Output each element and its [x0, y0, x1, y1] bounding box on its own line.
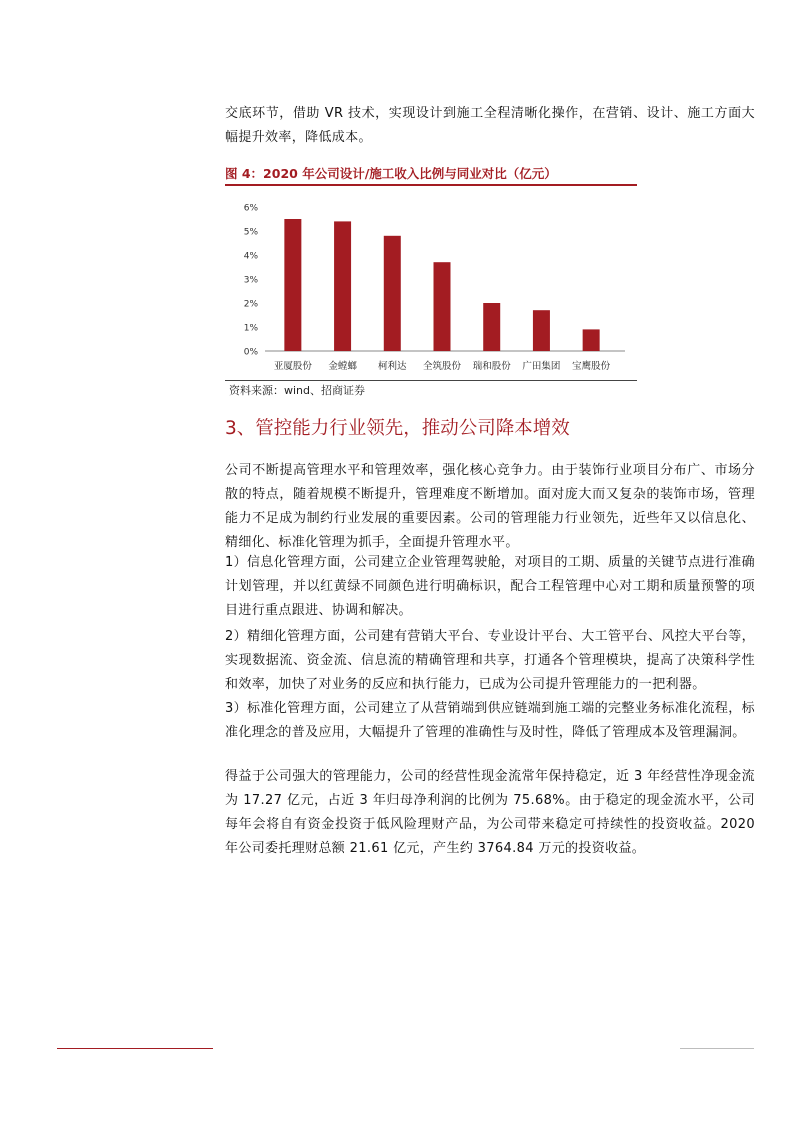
bar-series [284, 219, 599, 351]
figure-title: 图 4：2020 年公司设计/施工收入比例与同业对比（亿元） [225, 164, 637, 186]
paragraph-4: 3）标准化管理方面，公司建立了从营销端到供应链端到施工端的完整业务标准化流程，标准化理念的普及应用，大幅提升了管理的准确性与及时性，降低了管理成本及管理漏洞。 [225, 701, 755, 740]
x-axis [274, 360, 611, 372]
y-tick-label: 1% [243, 323, 258, 334]
footer-rule-right [680, 1048, 754, 1049]
paragraph-1: 公司不断提高管理水平和管理效率，强化核心竞争力。由于装饰行业项目分布广、市场分散的特点，随着规模不断提升，管理难度不断增加。面对庞大而又复杂的装饰市场，管理能力不足成为制约行业发展的重要因素。公司的管理能力行业领先，近些年又以信息化、精细化、标准化管理为抓手，全面提升管理水平。 [225, 463, 755, 550]
y-tick-label: 5% [243, 227, 258, 238]
x-tick-label: 全筑股份 [422, 361, 462, 372]
bar [533, 310, 550, 351]
x-tick-label: 柯利达 [378, 361, 407, 372]
footer-rule-left [57, 1048, 213, 1049]
intro-paragraph: 交底环节，借助 VR 技术，实现设计到施工全程清晰化操作，在营销、设计、施工方面大幅提升效率，降低成本。 [225, 106, 755, 145]
source-note: 资料来源：wind、招商证券 [229, 384, 366, 397]
y-tick-label: 4% [243, 251, 258, 262]
x-tick-label: 宝鹰股份 [572, 361, 611, 372]
paragraph-5: 得益于公司强大的管理能力，公司的经营性现金流常年保持稳定，近 3 年经营性净现金流为 17.27 亿元，占近 3 年归母净利润的比例为 75.68%。由于稳定的现金流水平，公司每年会将自有资金投资于低风险理财产品，为公司带来稳定可持续性的投资收益。2020 年公司委托理财总额 21.61 亿元，产生约 3764.84 万元的投资收益。 [225, 769, 755, 856]
y-tick-label: 6% [243, 203, 258, 214]
x-tick-label: 金螳螂 [328, 361, 357, 372]
paragraph-2: 1）信息化管理方面，公司建立企业管理驾驶舱，对项目的工期、质量的关键节点进行准确计划管理，并以红黄绿不同颜色进行明确标识，配合工程管理中心对工期和质量预警的项目进行重点跟进、协调和解决。 [225, 555, 755, 618]
x-tick-label: 广田集团 [522, 361, 561, 372]
bar [284, 219, 301, 351]
section-heading: 3、管控能力行业领先，推动公司降本增效 [225, 418, 570, 439]
bar [384, 236, 401, 351]
y-axis [244, 204, 259, 358]
y-tick-label: 2% [243, 299, 258, 310]
bar [583, 329, 600, 351]
y-tick-label: 0% [243, 347, 258, 358]
x-tick-label: 瑞和股份 [472, 361, 511, 372]
y-tick-label: 3% [243, 275, 258, 286]
paragraph-3: 2）精细化管理方面，公司建有营销大平台、专业设计平台、大工管平台、风控大平台等，实现数据流、资金流、信息流的精确管理和共享，打通各个管理模块，提高了决策科学性和效率，加快了对业务的反应和执行能力，已成为公司提升管理能力的一把利器。 [225, 629, 755, 692]
x-tick-label: 亚厦股份 [273, 361, 312, 372]
source-divider [225, 380, 637, 381]
bar [334, 221, 351, 351]
bar-chart [225, 196, 637, 380]
bar [434, 262, 451, 351]
bar [483, 303, 500, 351]
